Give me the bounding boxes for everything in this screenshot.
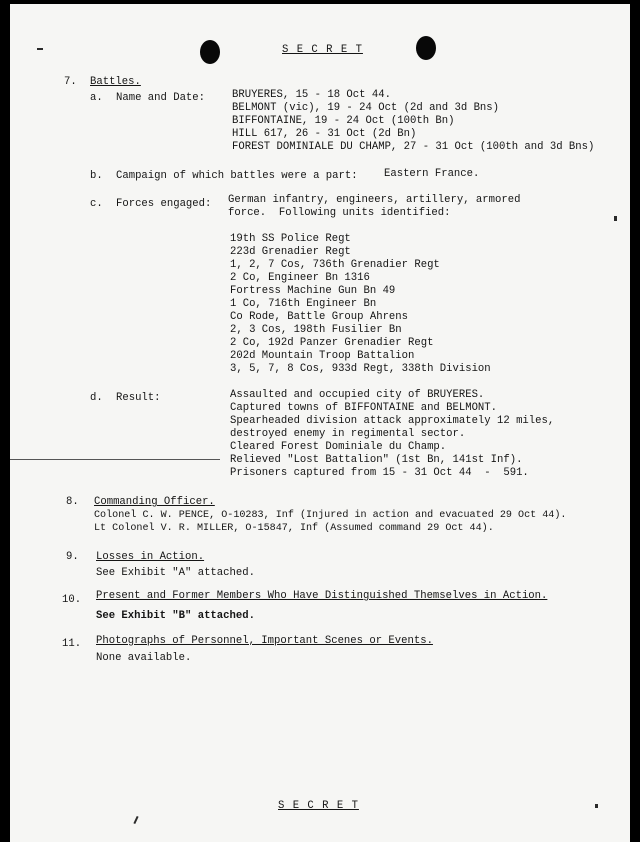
item9-number: 9. — [66, 551, 79, 563]
item7a-line: HILL 617, 26 - 31 Oct (2d Bn) — [232, 128, 417, 140]
item10-number: 10. — [62, 594, 82, 606]
item7-number: 7. — [64, 76, 77, 88]
header-classification: S E C R E T — [282, 44, 363, 56]
item7a-line: BIFFONTAINE, 19 - 24 Oct (100th Bn) — [232, 115, 455, 127]
unit-line: 19th SS Police Regt — [230, 233, 351, 245]
result-line: Captured towns of BIFFONTAINE and BELMONT. — [230, 402, 498, 414]
unit-line: 1, 2, 7 Cos, 736th Grenadier Regt — [230, 259, 440, 271]
item7c-letter: c. — [90, 198, 103, 210]
item10-line: See Exhibit "B" attached. — [96, 610, 255, 622]
item7d-label: Result: — [116, 392, 161, 404]
item9-line: See Exhibit "A" attached. — [96, 567, 255, 579]
result-line: Prisoners captured from 15 - 31 Oct 44 - 591. — [230, 467, 529, 479]
item8-line: Colonel C. W. PENCE, O-10283, Inf (Injured in action and evacuated 29 Oct 44). — [94, 510, 567, 521]
punch-hole-left — [200, 40, 220, 64]
item8-number: 8. — [66, 496, 79, 508]
ink-speck — [614, 216, 617, 221]
item7c-label: Forces engaged: — [116, 198, 212, 210]
item11-number: 11. — [62, 638, 82, 650]
document-page — [10, 4, 630, 842]
item7a-line: BRUYERES, 15 - 18 Oct 44. — [232, 89, 391, 101]
item11-title: Photographs of Personnel, Important Scenes or Events. — [96, 635, 433, 647]
item11-line: None available. — [96, 652, 192, 664]
unit-line: 2 Co, 192d Panzer Grenadier Regt — [230, 337, 434, 349]
punch-hole-right — [416, 36, 436, 60]
unit-line: 3, 5, 7, 8 Cos, 933d Regt, 338th Division — [230, 363, 491, 375]
unit-line: Fortress Machine Gun Bn 49 — [230, 285, 396, 297]
unit-line: Co Rode, Battle Group Ahrens — [230, 311, 409, 323]
item10-title: Present and Former Members Who Have Distinguished Themselves in Action. — [96, 590, 548, 602]
item8-line: Lt Colonel V. R. MILLER, O-15847, Inf (Assumed command 29 Oct 44). — [94, 523, 494, 534]
item7a-line: BELMONT (vic), 19 - 24 Oct (2d and 3d Bns) — [232, 102, 500, 114]
item7b-letter: b. — [90, 170, 103, 182]
item7a-line: FOREST DOMINIALE DU CHAMP, 27 - 31 Oct (100th and 3d Bns) — [232, 141, 595, 153]
stray-pen-line — [10, 459, 220, 460]
item7a-letter: a. — [90, 92, 103, 104]
item7b-value: Eastern France. — [384, 168, 480, 180]
item7-title: Battles. — [90, 76, 141, 88]
unit-line: 202d Mountain Troop Battalion — [230, 350, 415, 362]
item8-title: Commanding Officer. — [94, 496, 215, 508]
unit-line: 223d Grenadier Regt — [230, 246, 351, 258]
item7c-intro: force. Following units identified: — [228, 207, 451, 219]
item7b-label: Campaign of which battles were a part: — [116, 170, 358, 182]
unit-line: 1 Co, 716th Engineer Bn — [230, 298, 377, 310]
item9-title: Losses in Action. — [96, 551, 205, 563]
result-line: Relieved "Lost Battalion" (1st Bn, 141st Inf). — [230, 454, 523, 466]
item7a-label: Name and Date: — [116, 92, 206, 104]
footer-classification: S E C R E T — [278, 800, 359, 812]
unit-line: 2 Co, Engineer Bn 1316 — [230, 272, 370, 284]
ink-speck — [133, 816, 138, 824]
result-line: Cleared Forest Dominiale du Champ. — [230, 441, 447, 453]
item7d-letter: d. — [90, 392, 103, 404]
result-line: Assaulted and occupied city of BRUYERES. — [230, 389, 485, 401]
result-line: Spearheaded division attack approximately 12 miles, — [230, 415, 555, 427]
item7c-intro: German infantry, engineers, artillery, armored — [228, 194, 521, 206]
ink-speck — [595, 804, 598, 808]
result-line: destroyed enemy in regimental sector. — [230, 428, 466, 440]
ink-speck — [37, 48, 43, 50]
unit-line: 2, 3 Cos, 198th Fusilier Bn — [230, 324, 402, 336]
